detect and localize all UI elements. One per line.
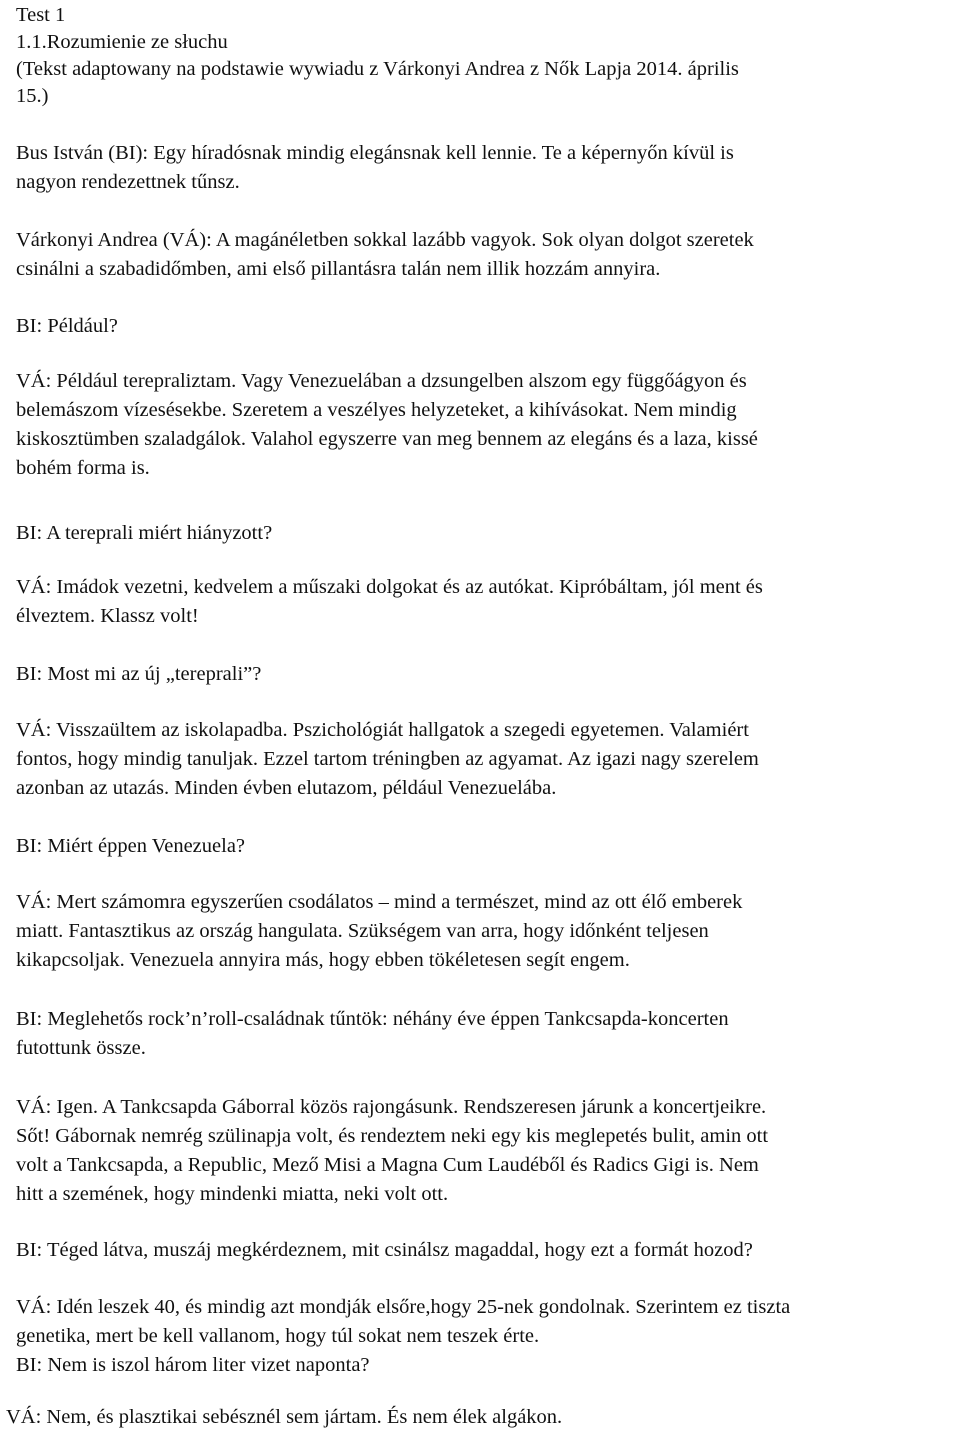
interview-paragraph: VÁ: Nem, és plasztikai sebésznél sem jártam. És nem élek algákon. bbox=[6, 1406, 563, 1428]
interview-paragraph: VÁ: Igen. A Tankcsapda Gáborral közös rajongásunk. Rendszeresen járunk a koncertjeikre. Sőt! Gábornak nemrég szülinapja volt, és rendeztem neki egy kis meglepetés bulit, amin ott volt a Tankcsapda, a Republic, Mező Misi a Magna Cum Laudéből és Radics Gigi is. Nem hitt a szemének, hogy mindenki miatta, neki volt ott. bbox=[16, 1096, 769, 1205]
interview-paragraph: VÁ: Mert számomra egyszerűen csodálatos – mind a természet, mind az ott élő emberek miatt. Fantasztikus az ország hangulata. Szükségem van arra, hogy időnként teljesen kikapcsoljak. Venezuela annyira más, hogy ebben tökéletesen segít engem. bbox=[16, 891, 743, 971]
interview-paragraph: BI: Téged látva, muszáj megkérdeznem, mit csinálsz magaddal, hogy ezt a formát hozod? bbox=[16, 1239, 753, 1261]
section-heading: 1.1.Rozumienie ze słuchu bbox=[16, 31, 228, 53]
interview-paragraph: BI: Meglehetős rock’n’roll-családnak tűntök: néhány éve éppen Tankcsapda-koncerten futottunk össze. bbox=[16, 1008, 729, 1059]
interview-paragraph: VÁ: Imádok vezetni, kedvelem a műszaki dolgokat és az autókat. Kipróbáltam, jól ment és élveztem. Klassz volt! bbox=[16, 576, 763, 627]
interview-paragraph: VÁ: Például terepraliztam. Vagy Venezuelában a dzsungelben alszom egy függőágyon és belemászom vízesésekbe. Szeretem a veszélyes helyzeteket, a kihívásokat. Nem mindig kiskosztümben szaladgálok. Valahol egyszerre van meg bennem az elegáns és a laza, kissé bohém forma is. bbox=[16, 370, 758, 479]
interview-paragraph: BI: Most mi az új „tereprali”? bbox=[16, 663, 262, 685]
source-note: (Tekst adaptowany na podstawie wywiadu z Várkonyi Andrea z Nők Lapja 2014. április bbox=[16, 58, 739, 80]
interview-paragraph: BI: Például? bbox=[16, 315, 118, 337]
interview-paragraph: BI: A tereprali miért hiányzott? bbox=[16, 522, 273, 544]
interview-paragraph: BI: Miért éppen Venezuela? bbox=[16, 835, 246, 857]
test-title: Test 1 bbox=[16, 4, 66, 26]
interview-paragraph: VÁ: Idén leszek 40, és mindig azt mondják elsőre,hogy 25-nek gondolnak. Szerintem ez tiszta genetika, mert be kell vallanom, hogy túl sokat nem teszek érte. BI: Nem is iszol három liter vizet naponta? bbox=[16, 1296, 791, 1376]
interview-paragraph: Bus István (BI): Egy híradósnak mindig elegánsnak kell lennie. Te a képernyőn kívül is nagyon rendezettnek tűnsz. bbox=[16, 142, 734, 193]
interview-paragraph: VÁ: Visszaültem az iskolapadba. Pszichológiát hallgatok a szegedi egyetemen. Valamiért fontos, hogy mindig tanuljak. Ezzel tartom tréningben az agyamat. Az igazi nagy szerelem azonban az utazás. Minden évben elutazom, például Venezuelába. bbox=[16, 719, 759, 799]
source-note-continued: 15.) bbox=[16, 85, 49, 107]
interview-paragraph: Várkonyi Andrea (VÁ): A magánéletben sokkal lazább vagyok. Sok olyan dolgot szeretek csinálni a szabadidőmben, ami első pillantásra talán nem illik hozzám annyira. bbox=[16, 229, 754, 280]
